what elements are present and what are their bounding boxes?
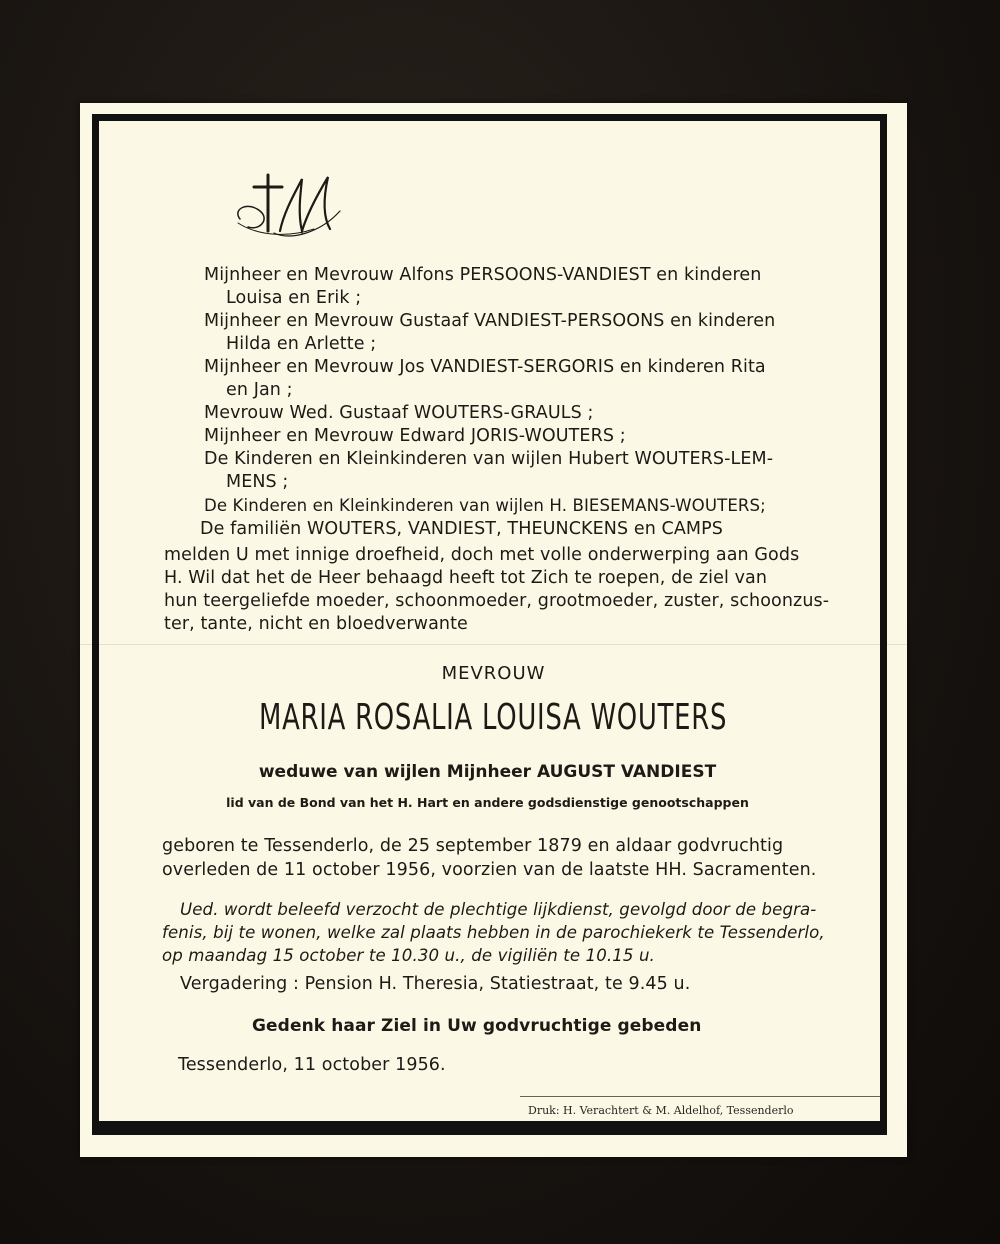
place-date: Tessenderlo, 11 october 1956. [178,1055,446,1075]
family-line: De familiën WOUTERS, VANDIEST, THEUNCKENS en CAMPS [200,519,723,539]
family-line: en Jan ; [226,380,293,400]
widow-line: weduwe van wijlen Mijnheer AUGUST VANDIEST [258,762,717,782]
funeral-line: fenis, bij te wonen, welke zal plaats hebben in de parochiekerk te Tessenderlo, [162,923,825,942]
membership-line: lid van de Bond van het H. Hart en andere godsdienstige genootschappen [226,795,749,810]
printer-rule [520,1096,880,1097]
family-line: Mijnheer en Mevrouw Alfons PERSOONS-VANDIEST en kinderen [204,265,762,285]
announcement-line: melden U met innige droefheid, doch met volle onderwerping aan Gods [164,545,800,565]
family-line: Hilda en Arlette ; [226,334,377,354]
memorial-card [80,103,907,1157]
birth-line: geboren te Tessenderlo, de 25 september 1879 en aldaar godvruchtig [162,836,784,856]
family-line: Louisa en Erik ; [226,288,362,308]
family-line: De Kinderen en Kleinkinderen van wijlen H. BIESEMANS-WOUTERS; [204,496,766,515]
family-line: Mevrouw Wed. Gustaaf WOUTERS-GRAULS ; [204,403,594,423]
meeting-line: Vergadering : Pension H. Theresia, Statiestraat, te 9.45 u. [180,974,691,994]
cross-monogram-icon [230,171,350,243]
funeral-line: Ued. wordt beleefd verzocht de plechtige lijkdienst, gevolgd door de begra- [180,900,817,919]
prayer-line: Gedenk haar Ziel in Uw godvruchtige gebeden [252,1016,702,1036]
death-line: overleden de 11 october 1956, voorzien van de laatste HH. Sacramenten. [162,860,817,880]
family-line: Mijnheer en Mevrouw Gustaaf VANDIEST-PERSOONS en kinderen [204,311,776,331]
family-line: De Kinderen en Kleinkinderen van wijlen Hubert WOUTERS-LEM- [204,449,774,469]
funeral-line: op maandag 15 october te 10.30 u., de vigiliën te 10.15 u. [162,946,655,965]
printer-credit: Druk: H. Verachtert & M. Aldelhof, Tessenderlo [528,1104,794,1117]
announcement-line: ter, tante, nicht en bloedverwante [164,614,468,634]
announcement-line: H. Wil dat het de Heer behaagd heeft tot Zich te roepen, de ziel van [164,568,768,588]
deceased-name-wrap [80,697,907,738]
family-line: Mijnheer en Mevrouw Jos VANDIEST-SERGORIS en kinderen Rita [204,357,766,377]
deceased-name: MARIA ROSALIA LOUISA WOUTERS [259,697,728,738]
family-line: Mijnheer en Mevrouw Edward JORIS-WOUTERS ; [204,426,626,446]
family-line: MENS ; [226,472,289,492]
salutation: MEVROUW [441,663,546,684]
announcement-line: hun teergeliefde moeder, schoonmoeder, grootmoeder, zuster, schoonzus- [164,591,830,611]
